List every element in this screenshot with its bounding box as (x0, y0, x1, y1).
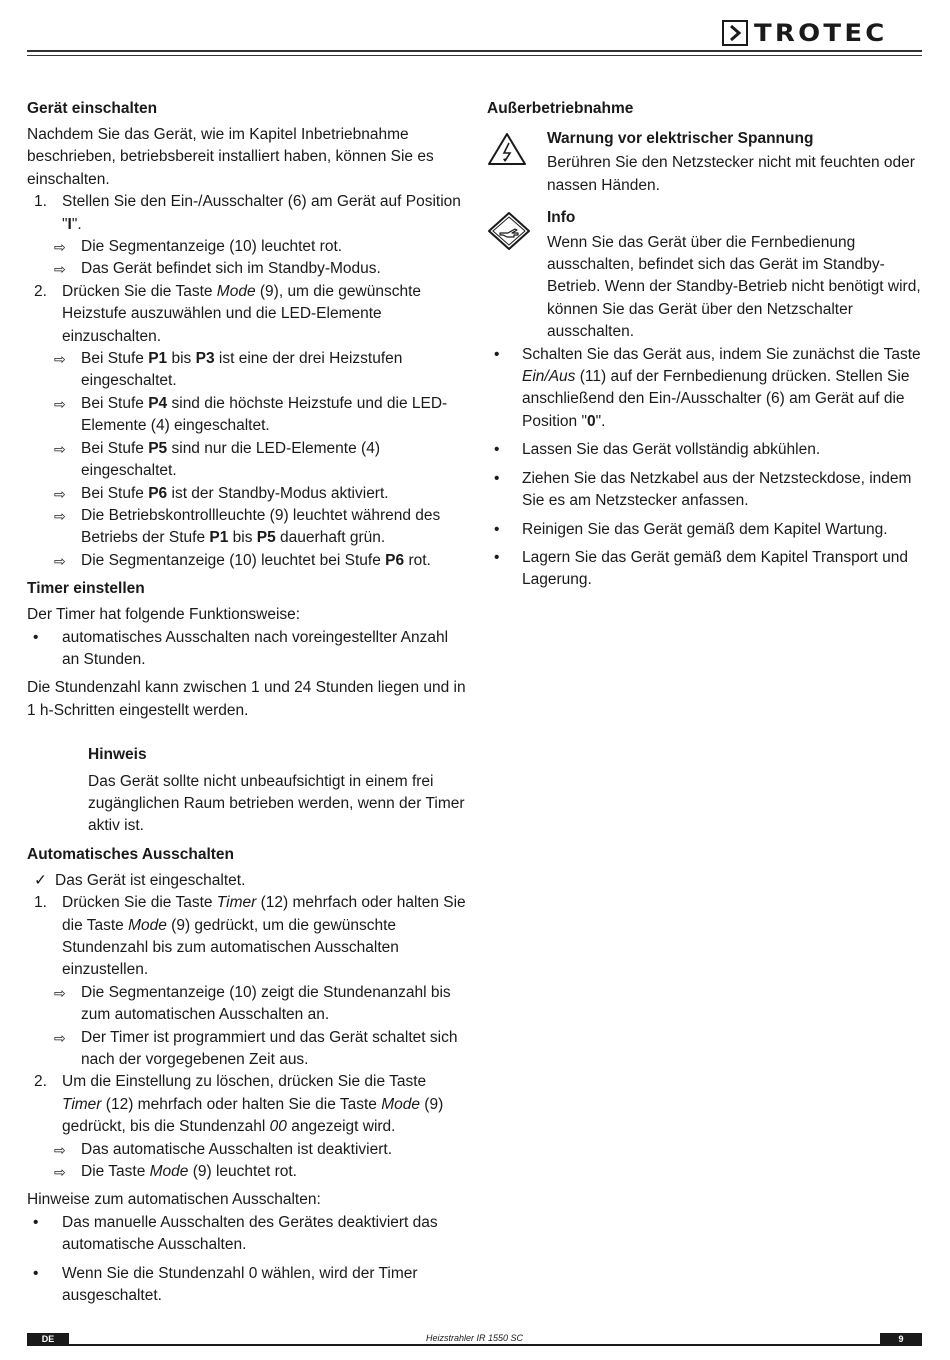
result-item: ⇨ Die Segmentanzeige (10) leuchtet rot. (27, 236, 467, 258)
left-column (27, 98, 467, 1308)
list-item: • automatisches Ausschalten nach voreingestellter Anzahl an Stunden. (27, 627, 467, 672)
trotec-logo (722, 20, 922, 48)
bullet-icon: • (494, 345, 500, 363)
step-item: 1. Stellen Sie den Ein-/Ausschalter (6) am Gerät auf Position "I". (34, 193, 461, 233)
language-badge: DE (27, 1333, 69, 1346)
result-item: ⇨ Das automatische Ausschalten ist deaktiviert. (27, 1139, 467, 1161)
bullet-icon: • (494, 520, 500, 538)
arrow-icon: ⇨ (54, 485, 66, 502)
arrow-icon: ⇨ (54, 1164, 66, 1181)
list-item: • Lassen Sie das Gerät vollständig abkühlen. (487, 439, 922, 461)
arrow-icon: ⇨ (54, 239, 66, 256)
info-text: Wenn Sie das Gerät über die Fernbedienung ausschalten, befindet sich das Gerät im Standby-Betrieb. Wenn der Standby-Betrieb nicht benötigt wird, können Sie das Gerät über den Netzschalter ausschalten. (547, 233, 921, 341)
arrow-icon: ⇨ (54, 984, 66, 1001)
brand-name: TROTEC (754, 19, 888, 47)
step-item: 2. Um die Einstellung zu löschen, drücken Sie die Taste Timer (12) mehrfach oder halten Sie die Taste Mode (9) gedrückt, bis die Stundenzahl 00 angezeigt wird. (34, 1073, 444, 1136)
result-item: ⇨ Der Timer ist programmiert und das Gerät schaltet sich nach der vorgegebenen Zeit aus. (27, 1027, 467, 1072)
bullet-icon: • (33, 1264, 39, 1282)
warning-text: Berühren Sie den Netzstecker nicht mit feuchten oder nassen Händen. (547, 154, 915, 194)
footer-title: Heizstrahler IR 1550 SC (425, 1333, 524, 1343)
result-item: ⇨ Die Betriebskontrollleuchte (9) leuchtet während des Betriebs der Stufe P1 bis P5 dauerhaft grün. (27, 505, 467, 550)
arrow-icon: ⇨ (54, 440, 66, 457)
section-title: Außerbetriebnahme (487, 100, 634, 117)
header-rule-thin (27, 55, 922, 56)
list-item: • Lagern Sie das Gerät gemäß dem Kapitel Transport und Lagerung. (487, 547, 922, 592)
result-item: ⇨ Das Gerät befindet sich im Standby-Modus. (27, 258, 467, 280)
result-item: ⇨ Bei Stufe P6 ist der Standby-Modus aktiviert. (27, 483, 467, 505)
bullet-icon: • (494, 441, 500, 459)
electric-warning-icon (487, 128, 547, 197)
right-column (487, 98, 922, 598)
section-title: Timer einstellen (27, 580, 145, 598)
page-number: 9 (880, 1333, 922, 1346)
result-item: ⇨ Die Segmentanzeige (10) leuchtet bei Stufe P6 rot. (27, 550, 467, 572)
bullet-icon: • (33, 1213, 39, 1231)
result-item: ⇨ Die Taste Mode (9) leuchtet rot. (27, 1161, 467, 1183)
list-item: • Ziehen Sie das Netzkabel aus der Netzsteckdose, indem Sie es am Netzstecker anfassen. (487, 468, 922, 513)
pointing-hand-icon (487, 207, 547, 343)
bullet-icon: • (494, 469, 500, 487)
arrow-icon: ⇨ (54, 395, 66, 412)
arrow-icon: ⇨ (54, 1029, 66, 1046)
info-box (487, 207, 922, 343)
arrow-icon: ⇨ (54, 261, 66, 278)
paragraph: Nachdem Sie das Gerät, wie im Kapitel Inbetriebnahme beschrieben, betriebsbereit installiert haben, können Sie es einschalten. (27, 126, 434, 188)
note-text: Das Gerät sollte nicht unbeaufsichtigt in einem frei zugänglichen Raum betrieben werden, wenn der Timer aktiv ist. (88, 772, 465, 835)
paragraph: Hinweise zum automatischen Ausschalten: (27, 1191, 321, 1209)
note-title: Hinweis (88, 746, 147, 764)
result-item: ⇨ Bei Stufe P1 bis P3 ist eine der drei Heizstufen eingeschaltet. (27, 348, 467, 393)
header-rule (27, 50, 922, 52)
bullet-icon: • (33, 628, 39, 646)
result-item: ⇨ Die Segmentanzeige (10) zeigt die Stundenanzahl bis zum automatischen Ausschalten an. (27, 982, 467, 1027)
list-item: • Wenn Sie die Stundenzahl 0 wählen, wird der Timer ausgeschaltet. (27, 1263, 467, 1308)
list-item: • Das manuelle Ausschalten des Gerätes deaktiviert das automatische Ausschalten. (27, 1212, 467, 1257)
list-item: • Schalten Sie das Gerät aus, indem Sie zunächst die Taste Ein/Aus (11) auf der Fernbedienung drücken. Stellen Sie anschließend den Ein-/Ausschalter (6) am Gerät auf die Position "0". (487, 344, 922, 434)
check-icon: ✓ (34, 871, 47, 889)
step-item: 2. Drücken Sie die Taste Mode (9), um die gewünschte Heizstufe auszuwählen und die LED-Elemente einzuschalten. (34, 282, 421, 345)
paragraph: Der Timer hat folgende Funktionsweise: (27, 606, 301, 624)
note-box (27, 744, 467, 838)
section-title: Automatisches Ausschalten (27, 845, 235, 863)
bullet-icon: • (494, 548, 500, 566)
paragraph: Die Stundenzahl kann zwischen 1 und 24 Stunden liegen und in 1 h-Schritten eingestellt werden. (27, 679, 466, 719)
step-item: 1. Drücken Sie die Taste Timer (12) mehrfach oder halten Sie die Taste Mode (9) gedrückt, um die gewünschte Stundenzahl bis zum automatischen Ausschalten einzustellen. (34, 894, 466, 979)
info-title: Info (547, 209, 576, 227)
arrow-icon: ⇨ (54, 507, 66, 524)
list-item: • Reinigen Sie das Gerät gemäß dem Kapitel Wartung. (487, 519, 922, 541)
footer-rule (69, 1344, 880, 1346)
arrow-icon: ⇨ (54, 552, 66, 569)
warning-box (487, 128, 922, 197)
section-title: Gerät einschalten (27, 100, 158, 117)
precondition-item: ✓ Das Gerät ist eingeschaltet. (27, 870, 467, 892)
arrow-icon: ⇨ (54, 351, 66, 368)
result-item: ⇨ Bei Stufe P4 sind die höchste Heizstufe und die LED-Elemente (4) eingeschaltet. (27, 393, 467, 438)
warning-title: Warnung vor elektrischer Spannung (547, 130, 814, 147)
arrow-icon: ⇨ (54, 1141, 66, 1158)
result-item: ⇨ Bei Stufe P5 sind nur die LED-Elemente (4) eingeschaltet. (27, 438, 467, 483)
page-footer (27, 1333, 922, 1346)
chevron-logo-icon (722, 20, 748, 46)
